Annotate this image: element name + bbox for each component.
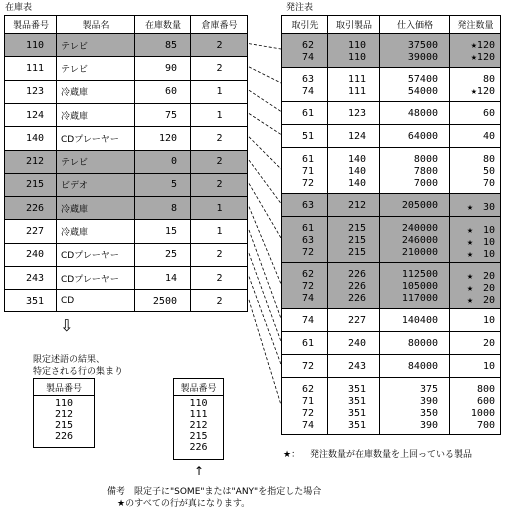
stock-cell-qty: 90 [164,62,177,74]
stock-cell-name: テレビ [61,41,88,52]
stock-cell-wh: 2 [216,295,223,307]
stock-cell-no: 243 [25,272,45,284]
orders-cell: 71 [301,395,314,407]
result-table [33,378,95,448]
orders-header-cell: 取引製品 [335,21,372,31]
orders-cell: 243 [347,361,366,372]
result-table-value: 215 [54,420,74,431]
orders-cell: 63 [301,200,314,211]
stock-header-cell: 倉庫番号 [201,21,238,31]
orders-cell: ★ 20 [466,294,495,306]
stock-cell-wh: 2 [216,62,223,74]
all-table-value: 226 [189,442,208,453]
orders-cell: 71 [301,165,314,177]
orders-cell: 61 [301,153,314,165]
row-link-line [249,160,281,203]
orders-cell: 117000 [401,292,438,304]
stock-cell-name: 冷蔵庫 [61,88,89,99]
stock-cell-qty: 25 [164,249,177,261]
orders-cell: 600 [476,395,495,407]
orders-cell: 210000 [401,246,438,258]
orders-cell: 215 [347,222,366,234]
orders-cell: 74 [301,85,314,97]
orders-cell: 7000 [413,177,438,189]
stock-cell-name: テレビ [61,158,88,169]
stock-cell-wh: 1 [216,202,223,214]
orders-cell: 350 [419,407,438,419]
orders-cell: 72 [301,361,314,372]
stock-cell-qty: 2500 [152,295,177,307]
stock-cell-name: 冷蔵庫 [61,228,89,239]
orders-cell: 63 [301,234,314,246]
orders-cell: 62 [301,383,314,395]
orders-cell: 390 [419,395,438,407]
orders-cell: 74 [301,419,314,431]
orders-cell: 37500 [407,39,438,51]
orders-cell: 110 [347,51,366,63]
orders-cell: 80000 [407,338,438,349]
orders-cell: 61 [301,108,314,119]
stock-cell-no: 226 [25,202,45,214]
orders-cell: ★ 20 [466,270,495,282]
orders-cell: 48000 [407,108,438,119]
all-rows-table-header: 製品番号 [174,379,223,396]
stock-cell-no: 140 [25,132,45,144]
orders-cell: 205000 [401,200,438,211]
orders-cell: ★ 10 [466,248,495,260]
orders-cell: 72 [301,280,314,292]
orders-cell: 61 [301,222,314,234]
stock-cell-qty: 8 [170,202,177,214]
orders-cell: 246000 [401,234,438,246]
footnote-star: ★： [283,450,301,460]
stock-cell-no: 123 [25,86,45,98]
orders-cell: 390 [419,419,438,431]
stock-cell-name: テレビ [61,64,88,75]
orders-cell: ★120 [470,39,495,51]
row-link-line [249,183,281,238]
stock-cell-qty: 15 [164,226,177,238]
orders-cell: 351 [347,419,366,431]
orders-cell: 375 [419,383,438,395]
up-arrow-icon: ↑ [194,464,205,478]
orders-cell: 70 [482,177,495,189]
orders-cell: 124 [347,131,366,142]
result-table-value: 226 [54,431,74,442]
down-arrow-icon: ⇩ [60,316,74,335]
orders-cell: ★120 [470,51,495,63]
orders-header-cell: 取引先 [291,21,319,31]
result-table-header: 製品番号 [34,379,94,396]
stock-cell-qty: 75 [164,109,177,121]
row-link-line [249,114,281,135]
stock-cell-wh: 2 [216,132,223,144]
orders-cell: 63 [301,73,314,85]
orders-cell: 74 [301,51,314,63]
orders-cell: 111 [347,85,366,97]
result-caption-line2: 特定される行の集まり [33,367,124,377]
orders-cell: 351 [347,407,366,419]
row-link-line [249,230,281,319]
all-table-value: 212 [189,420,208,431]
all-table-value: 215 [189,431,208,442]
orders-cell: 215 [347,234,366,246]
stock-cell-qty: 120 [158,132,177,144]
orders-cell: 111 [347,73,366,85]
orders-cell: 10 [482,315,495,326]
stock-cell-name: ビデオ [61,181,88,192]
orders-cell: 62 [301,268,314,280]
orders-cell: 20 [482,338,495,349]
orders-cell: 227 [347,315,366,326]
orders-cell: 240 [347,338,366,349]
orders-cell: 40 [482,131,495,142]
orders-cell: 54000 [407,85,438,97]
orders-cell: 72 [301,407,314,419]
stock-cell-wh: 2 [216,272,223,284]
orders-cell: 57400 [407,73,438,85]
all-rows-table [173,378,224,460]
all-table-value: 110 [189,398,208,409]
orders-cell: 800 [476,383,495,395]
orders-cell: 51 [301,131,314,142]
orders-cell: 112500 [401,268,438,280]
orders-cell: 123 [347,108,366,119]
orders-cell: 110 [347,39,366,51]
orders-cell: ★ 30 [466,202,495,213]
orders-cell: 351 [347,383,366,395]
stock-cell-qty: 60 [164,86,177,98]
stock-cell-wh: 2 [216,156,223,168]
orders-header-cell: 仕入価格 [396,21,433,31]
orders-cell: 80 [482,153,495,165]
row-link-line [249,277,281,365]
orders-cell: ★120 [470,85,495,97]
orders-cell: 226 [347,280,366,292]
stock-cell-no: 110 [25,39,45,51]
orders-cell: 140 [347,153,366,165]
stock-cell-qty: 14 [164,272,177,284]
stock-cell-no: 240 [25,249,45,261]
orders-cell: 140400 [401,315,438,326]
row-link-line [249,44,281,49]
stock-cell-name: CD [61,296,75,307]
stock-cell-no: 351 [25,295,45,307]
stock-cell-name: CDプレーヤー [61,251,119,262]
orders-cell: 72 [301,177,314,189]
orders-cell: 351 [347,395,366,407]
orders-cell: ★ 20 [466,282,495,294]
stock-cell-name: CDプレーヤー [61,274,119,285]
stock-cell-qty: 85 [164,39,177,51]
orders-table-title: 発注表 [286,3,314,13]
stock-cell-no: 215 [25,179,45,191]
stock-cell-name: 冷蔵庫 [61,111,89,122]
orders-cell: 212 [347,200,366,211]
orders-cell: 105000 [401,280,438,292]
result-caption-line1: 限定述語の結果、 [33,355,106,365]
stock-header-cell: 製品名 [82,21,110,31]
row-link-line [249,253,281,341]
orders-cell: 8000 [413,153,438,165]
stock-header-cell: 在庫数量 [144,21,181,31]
orders-cell: 64000 [407,131,438,142]
stock-cell-wh: 2 [216,39,223,51]
stock-cell-no: 124 [25,109,45,121]
stock-cell-wh: 1 [216,86,223,98]
orders-cell: 80 [482,73,495,85]
orders-cell: 140 [347,177,366,189]
orders-cell: 61 [301,338,314,349]
orders-cell: 84000 [407,361,438,372]
result-table-value: 212 [54,409,74,420]
orders-header-cell: 発注数量 [457,21,494,31]
stock-table-title: 在庫表 [5,3,33,13]
orders-cell: 74 [301,315,314,326]
row-link-line [249,67,281,83]
stock-cell-name: CDプレーヤー [61,134,119,145]
orders-cell: 700 [476,419,495,431]
orders-cell: 226 [347,268,366,280]
row-link-line [249,137,281,169]
orders-cell: 60 [482,108,495,119]
stock-cell-no: 111 [25,62,45,74]
stock-cell-qty: 0 [170,156,177,168]
stock-cell-no: 212 [25,156,45,168]
result-table-value: 110 [54,398,74,409]
orders-cell: 1000 [470,407,495,419]
remark-line2: ★のすべての行が真になります。 [117,499,251,509]
stock-header-cell: 製品番号 [12,21,49,31]
orders-cell: 72 [301,246,314,258]
orders-cell: 215 [347,246,366,258]
stock-cell-qty: 5 [170,179,177,191]
orders-cell: 74 [301,292,314,304]
orders-cell: ★ 10 [466,236,495,248]
stock-cell-name: 冷蔵庫 [61,204,89,215]
orders-cell: ★ 10 [466,224,495,236]
orders-cell: 62 [301,39,314,51]
orders-cell: 226 [347,292,366,304]
orders-cell: 240000 [401,222,438,234]
stock-cell-no: 227 [25,226,45,238]
remark-line1: 備考 限定子に"SOME"または"ANY"を指定した場合 [107,487,322,497]
orders-cell: 10 [482,361,495,372]
row-link-line [249,207,281,284]
orders-cell: 39000 [407,51,438,63]
orders-cell: 50 [482,165,495,177]
footnote-text: 発注数量が在庫数量を上回っている製品 [310,450,473,460]
stock-cell-wh: 1 [216,226,223,238]
stock-cell-wh: 2 [216,249,223,261]
orders-cell: 7800 [413,165,438,177]
stock-cell-wh: 1 [216,109,223,121]
stock-cell-wh: 2 [216,179,223,191]
all-table-value: 111 [189,409,208,420]
orders-cell: 140 [347,165,366,177]
row-link-line [249,90,281,111]
